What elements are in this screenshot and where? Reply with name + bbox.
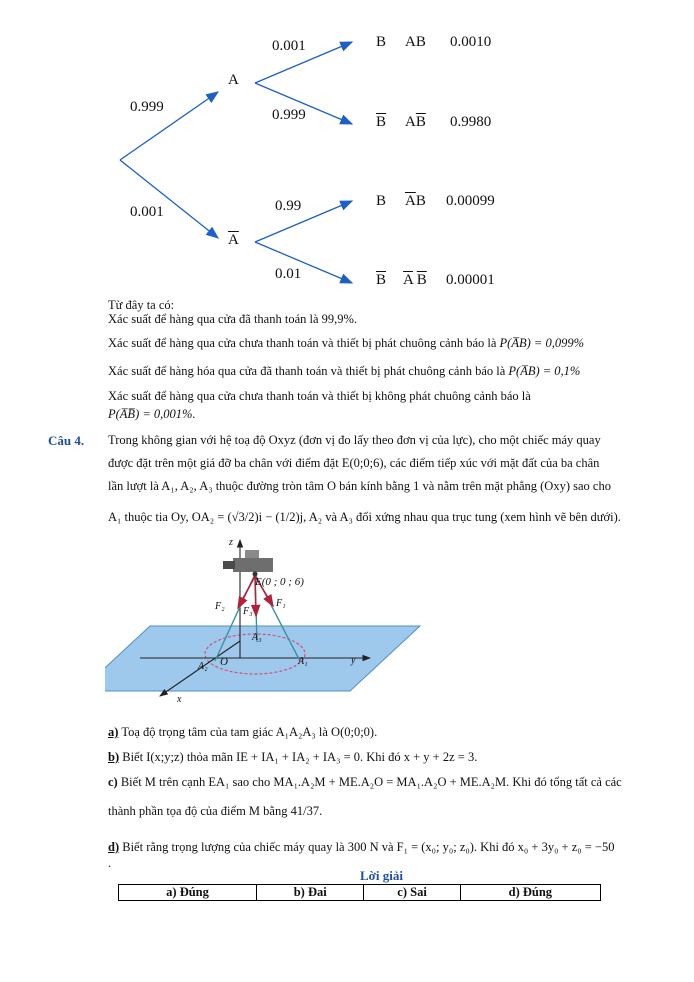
abar-to-bbar-prob: 0.01 (275, 266, 302, 282)
paragraph-3: Xác suất để hàng hóa qua cửa đã thanh toán và thiết bị phát chuông cảnh báo là P(A̅B) = 0,1% (108, 364, 581, 378)
point-e-label: E(0 ; 0 ; 6) (255, 576, 304, 588)
answer-b: b) Đai (257, 885, 364, 901)
paragraph-2: Xác suất để hàng qua cửa chưa thanh toán và thiết bị phát chuông cảnh báo là P(A̅B) = 0,099% (108, 336, 585, 350)
intro-text: Từ đây ta có: (108, 298, 175, 312)
paragraph-4: Xác suất để hàng qua cửa chưa thanh toán và thiết bị không phát chuông cảnh báo là (108, 389, 531, 403)
a1-label: A₁ (298, 656, 308, 667)
a3-label: A₃ (252, 632, 262, 643)
leaf4-event: $\overline{B}$ (376, 272, 387, 288)
probability-tree (0, 0, 694, 300)
leaf1-pair: AB (405, 34, 426, 50)
f3-label: F₃ (243, 606, 253, 617)
statement-b: b) Biết I(x;y;z) thỏa mãn IE + IA₁ + IA₂ + IA₃ = 0. Khi đó x + y + 2z = 3. (108, 750, 478, 764)
leaf3-value: 0.00099 (446, 193, 495, 209)
branch-prob-upper: 0.999 (130, 99, 164, 115)
answer-a: a) Đúng (119, 885, 257, 901)
branch-prob-lower: 0.001 (130, 204, 164, 220)
question-line-2: được đặt trên một giá đỡ ba chân với điểm đặt E(0;0;6), các điểm tiếp xúc với mặt đất của ba chân (108, 456, 600, 470)
leaf2-pair: $A\overline{B}$ (405, 114, 426, 130)
question-line-3: lần lượt là A₁, A₂, A₃ thuộc đường tròn tâm O bán kính bằng 1 và nằm trên mặt phẳng (Oxy) sao cho (108, 479, 611, 493)
y-axis-label: y (351, 655, 356, 666)
leaf1-event: B (376, 34, 387, 50)
x-axis-label: x (177, 694, 182, 705)
a-to-b-prob: 0.001 (272, 38, 306, 54)
answer-row (119, 885, 601, 901)
leaf4-pair: $\overline{A}$ $\overline{B}$ (403, 272, 427, 288)
a2-label: A₂ (198, 661, 208, 672)
leaf2-event: $\overline{B}$ (376, 114, 387, 130)
statement-d-dot: . (108, 856, 112, 870)
leaf2-value: 0.9980 (450, 114, 492, 130)
leaf3-event: B (376, 193, 387, 209)
abar-to-b-prob: 0.99 (275, 198, 302, 214)
leaf3-pair: $\overline{A}B$ (405, 193, 426, 209)
answer-table (118, 884, 601, 901)
question-line-1: Trong không gian với hệ toạ độ Oxyz (đơn vị đo lấy theo đơn vị của lực), cho một chiếc máy quay (108, 433, 601, 447)
node-a-bar: $\overline{A}$ (228, 232, 239, 248)
paragraph-4-formula: P(A̅B̅) = 0,001%. (108, 407, 196, 421)
answer-d: d) Đúng (460, 885, 600, 901)
statement-d: d) Biết rằng trọng lượng của chiếc máy quay là 300 N và F₁ = (x₀; y₀; z₀). Khi đó x₀ + 3y₀ + z₀ = −50 (108, 840, 615, 854)
paragraph-1: Xác suất để hàng qua cửa đã thanh toán là 99,9%. (108, 312, 358, 326)
statement-a: a) Toạ độ trọng tâm của tam giác A₁A₂A₃ là O(0;0;0). (108, 725, 378, 739)
statement-c-cont: thành phần tọa độ của điểm M bằng 41/37. (108, 804, 323, 818)
node-a: A (228, 72, 239, 88)
origin-label: O (220, 656, 228, 668)
question-line-4: A₁ thuộc tia Oy, OA₂ = (√3/2)i − (1/2)j, A₂ và A₃ đối xứng nhau qua trục tung (xem hình vẽ bên dưới). (108, 510, 621, 524)
z-axis-label: z (229, 537, 233, 548)
solution-title: Lời giải (360, 868, 403, 883)
a-to-bbar-prob: 0.999 (272, 107, 306, 123)
statement-c: c) Biết M trên cạnh EA₁ sao cho MA₁.A₂M + ME.A₂O = MA₁.A₂O + ME.A₂M. Khi đó tổng tất cả các (108, 775, 622, 789)
leaf4-value: 0.00001 (446, 272, 495, 288)
f2-label: F₂ (215, 601, 225, 612)
tripod-figure (105, 536, 435, 706)
f1-label: F₁ (276, 598, 286, 609)
leaf1-value: 0.0010 (450, 34, 492, 50)
answer-c: c) Sai (364, 885, 460, 901)
question-label: Câu 4. (48, 433, 85, 448)
